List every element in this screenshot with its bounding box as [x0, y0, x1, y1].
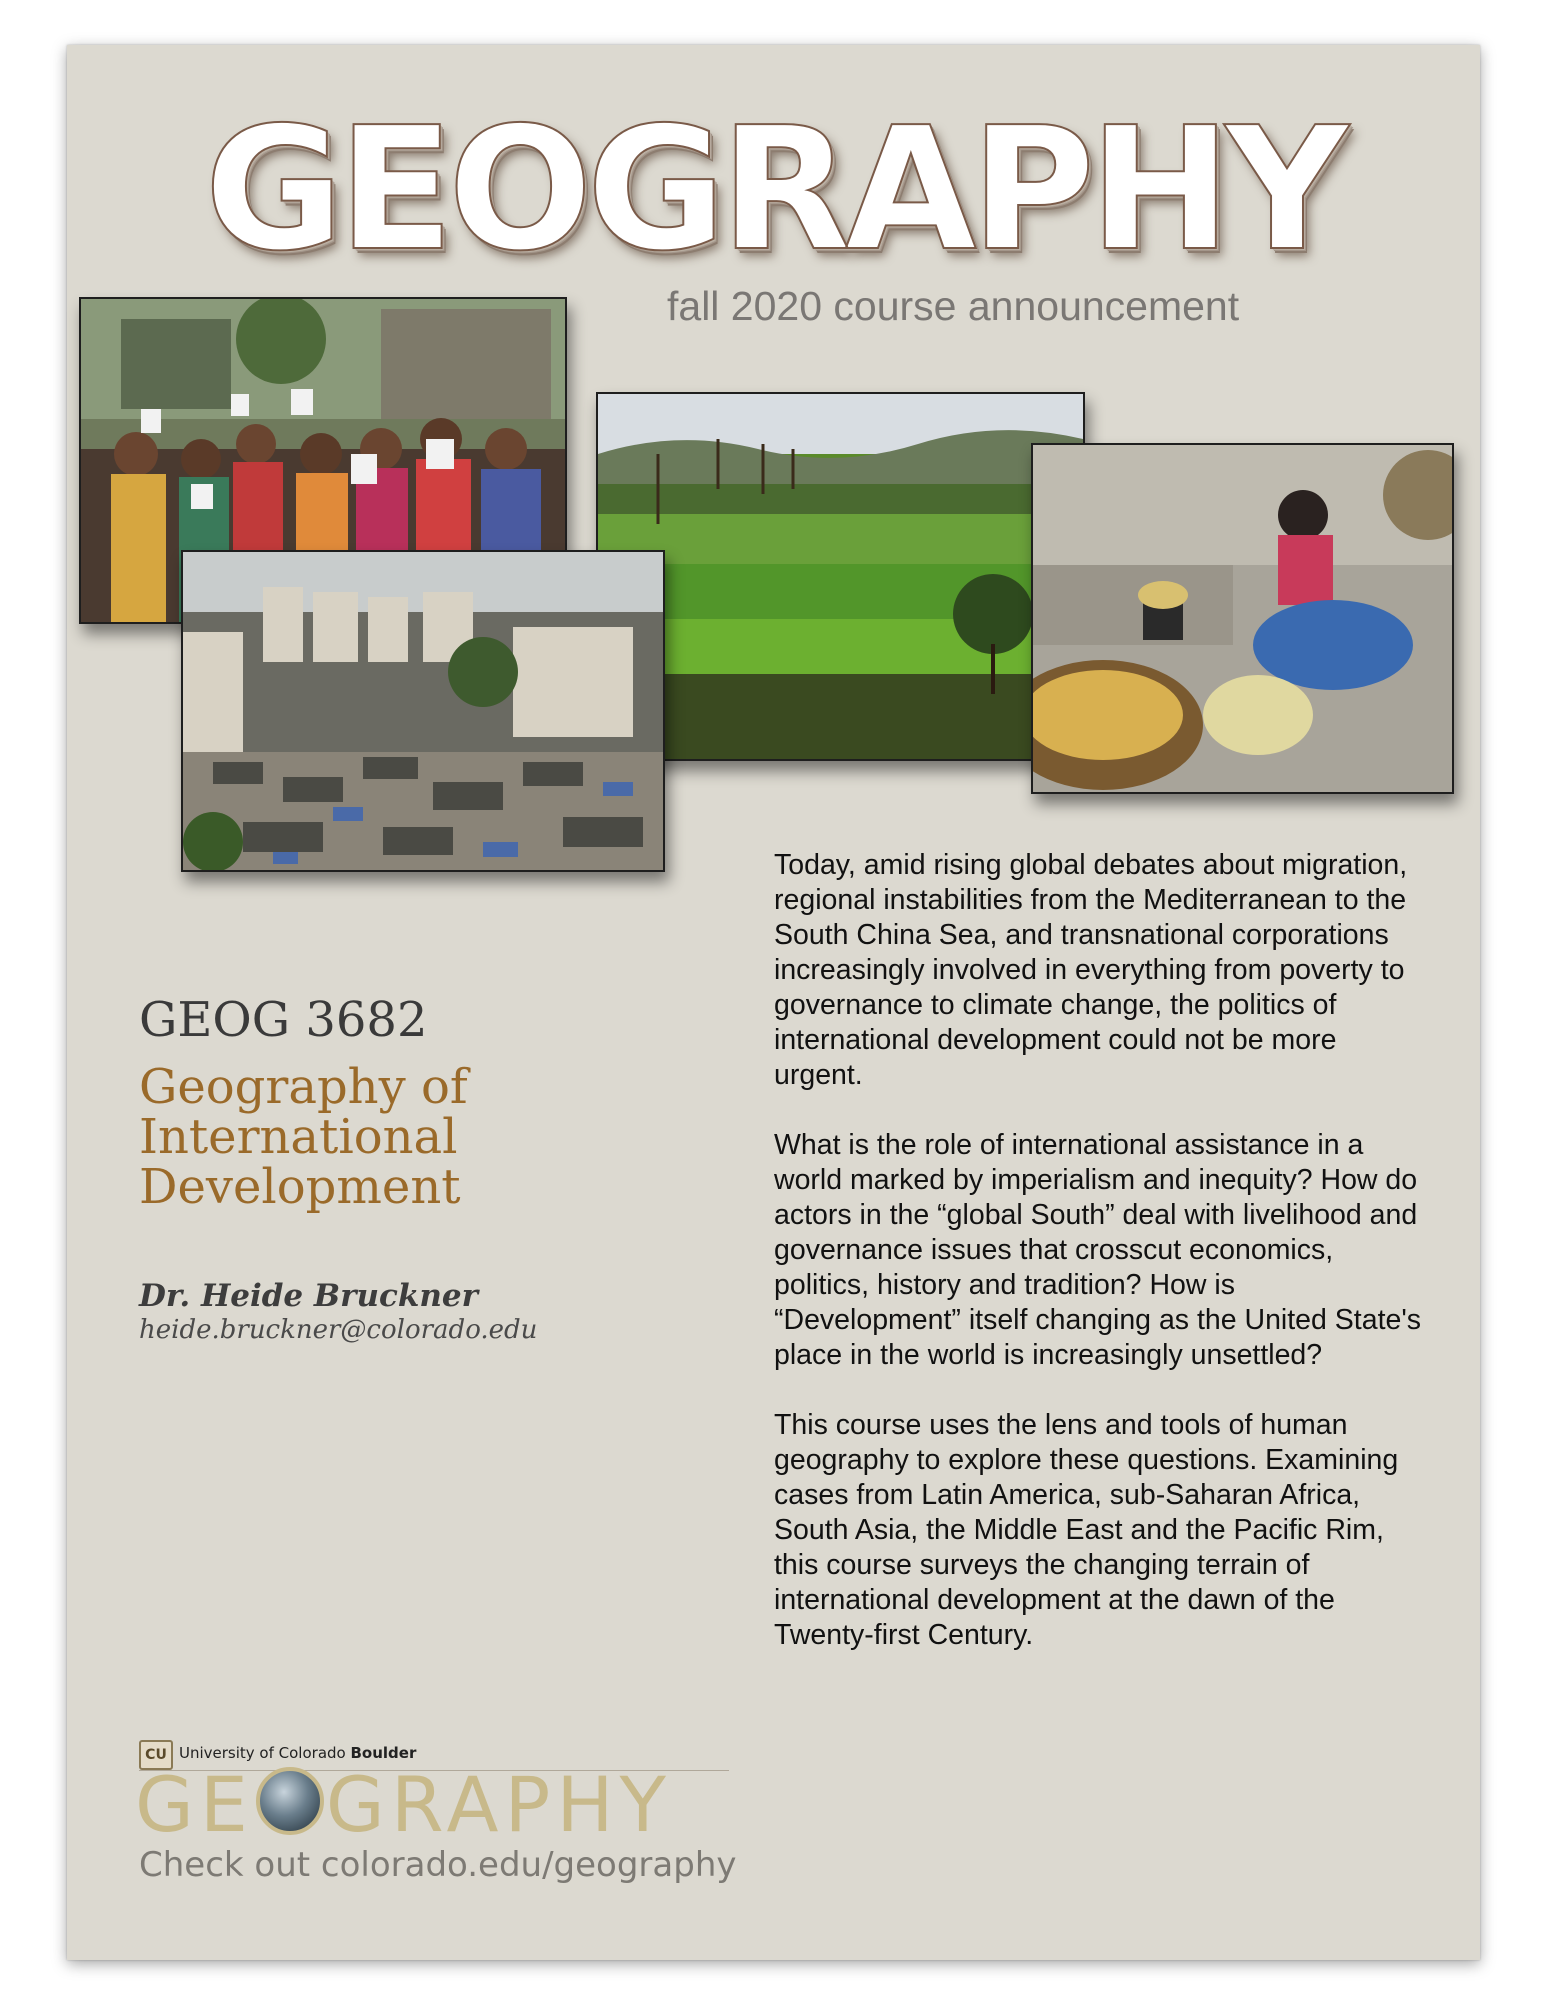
poster-headline: GEOGRAPHY [204, 91, 1343, 289]
description-paragraph: What is the role of international assistance in a world marked by imperialism and inequity? How do actors in the “global South” deal with livelihood and governance issues that crosscut economics, politics, history and tradition? How is “Development” itself changing as the United State's place in the world is increasingly unsettled? [774, 1129, 1422, 1371]
wordmark-part: GE [135, 1760, 254, 1849]
course-code: GEOG 3682 [139, 992, 428, 1048]
course-description [774, 848, 1424, 1688]
photo-green-fields [596, 392, 1085, 761]
course-title: Geography of International Development [139, 1059, 468, 1215]
instructor-email[interactable]: heide.bruckner@colorado.edu [139, 1315, 538, 1345]
photo-woman-cooking [1031, 443, 1454, 794]
university-name-bold: Boulder [350, 1744, 417, 1762]
instructor-name: Dr. Heide Bruckner [139, 1278, 478, 1314]
photo-city-slum [181, 550, 665, 872]
university-name: University of Colorado Boulder [179, 1744, 417, 1762]
wordmark-part: GRAPHY [325, 1760, 672, 1849]
poster-subheading: fall 2020 course announcement [667, 283, 1240, 329]
description-paragraph: Today, amid rising global debates about migration, regional instabilities from the Mediterranean to the South China Sea, and transnational corporations increasingly involved in everything from poverty to governance to climate change, the politics of international development could not be more urgent. [774, 849, 1408, 1091]
description-paragraph: This course uses the lens and tools of human geography to explore these questions. Examining cases from Latin America, sub-Saharan Africa, South Asia, the Middle East and the Pacific Rim, this course surveys the changing terrain of international development at the dawn of the Twenty-first Century. [774, 1409, 1399, 1651]
department-website-link[interactable]: Check out colorado.edu/geography [139, 1845, 737, 1885]
poster [67, 45, 1480, 1960]
department-wordmark [135, 1760, 672, 1849]
globe-icon [256, 1767, 324, 1835]
cu-logo-icon: CU [139, 1740, 173, 1770]
